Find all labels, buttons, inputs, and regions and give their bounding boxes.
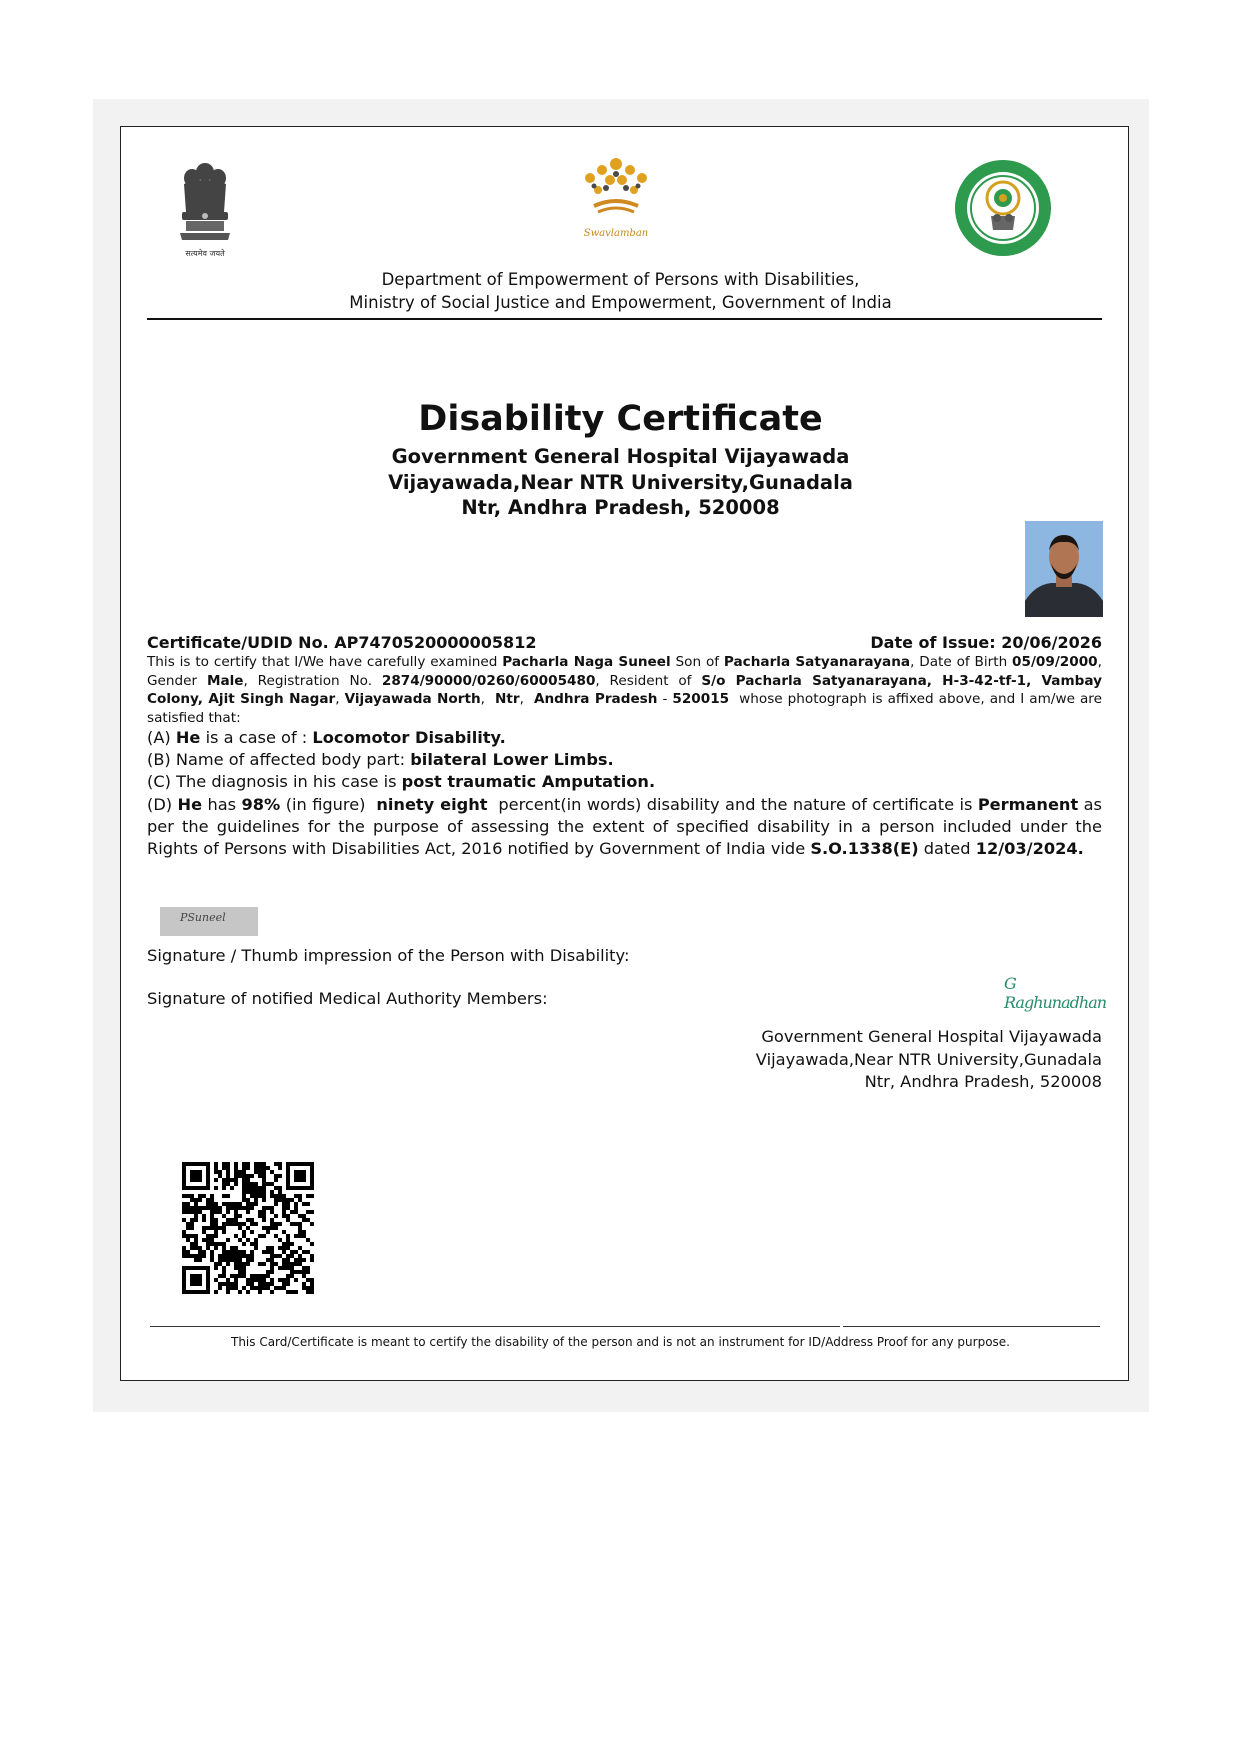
authority-line-1: Government General Hospital Vijayawada [761,1027,1102,1046]
page-title: Disability Certificate [418,399,823,439]
certificate-nature: Permanent [977,794,1079,814]
issue-date-label: Date of Issue: [870,633,996,652]
disability-type: Locomotor Disability. [312,728,506,747]
pronoun: He [175,728,201,747]
authority-signature-label: Signature of notified Medical Authority Members: [147,989,548,1008]
diagnosis: post traumatic Amputation. [401,772,656,792]
item-prefix: (A) [147,728,171,747]
authority-signature-image [1000,968,1107,1012]
hospital-line-3: Ntr, Andhra Pradesh, 520008 [461,496,780,519]
address-district: Ntr [495,691,520,707]
intro-text: Son of [675,654,720,670]
applicant-photo [1025,521,1103,617]
intro-text: , Registration No. [243,672,373,689]
item-text: is a case of : [205,728,308,747]
item-prefix: (D) [147,794,173,814]
intro-text: whose photograph is affixed above, and I am/we are satisfied that: [147,691,1102,726]
disability-percent-words: ninety eight [376,794,488,814]
intro-text: This is to certify that I/We have carefully examined [147,654,498,670]
andhra-pradesh-seal-icon [953,158,1053,258]
item-a [147,727,1102,749]
item-d [147,794,1102,861]
person-signature-image [160,907,258,936]
footer-disclaimer: This Card/Certificate is meant to certify the disability of the person and is not an instrument for ID/Address Proof for any purpose. [230,1335,1010,1349]
qr-code [182,1162,314,1294]
national-emblem-icon [170,158,240,258]
item-text: (in figure) [285,794,366,814]
father-name: Pacharla Satyanarayana [723,654,911,670]
item-text: has [207,794,237,814]
footer-divider-left [150,1326,840,1327]
intro-text: , Resident of [595,672,692,689]
udid-block [147,633,536,652]
address-state: Andhra Pradesh [533,691,658,707]
udid-number: AP7470520000005812 [334,633,537,652]
disability-details [147,727,1102,860]
address: S/o Pacharla Satyanarayana, H-3-42-tf-1, Vambay Colony, Ajit Singh Nagar [147,672,1102,707]
hospital-line-1: Government General Hospital Vijayawada [391,445,850,468]
footer-divider-right [843,1326,1100,1327]
authority-line-2: Vijayawada,Near NTR University,Gunadala [755,1049,1102,1069]
separator: , [335,691,340,707]
swavlamban-caption: Swavlamban [583,228,649,239]
gender: Male [206,672,244,689]
separator: , [519,691,524,707]
item-text: dated [923,839,971,859]
date-of-birth: 05/09/2000 [1012,654,1098,670]
pronoun: He [177,794,203,814]
item-c [147,771,1102,793]
separator: , [480,691,485,707]
certification-paragraph [147,653,1102,727]
certificate-id-row [147,633,1102,652]
issue-date: 20/06/2026 [1001,633,1102,652]
address-area: Vijayawada North [344,691,481,707]
authority-address [600,1026,1102,1094]
item-text: percent(in words) disability and the nature of certificate is [498,794,973,814]
header-divider [147,318,1102,320]
hospital-line-2: Vijayawada,Near NTR University,Gunadala [388,470,853,494]
issue-date-block [870,633,1102,652]
address-pin: 520015 [672,691,730,707]
dept-line-2: Ministry of Social Justice and Empowerment, Government of India [349,293,892,312]
disability-percent: 98% [241,794,281,814]
separator: - [662,691,668,707]
udid-label: Certificate/UDID No. [147,633,329,652]
notification-date: 12/03/2024. [975,839,1084,859]
registration-number: 2874/90000/0260/60005480 [381,672,596,689]
person-signature-text: PSuneel [180,911,226,924]
emblem-caption: सत्यमेव जयते [185,249,225,258]
swavlamban-logo-icon [566,154,666,244]
item-b [147,749,1102,771]
hospital-header [0,444,1241,521]
intro-text: , Date of Birth [910,654,1008,670]
authority-line-3: Ntr, Andhra Pradesh, 520008 [864,1072,1102,1091]
person-name: Pacharla Naga Suneel [502,654,671,670]
authority-signature-text: G Raghunadhan [1004,974,1107,1012]
intro-text: , Gender [147,654,1102,689]
affected-body-part: bilateral Lower Limbs. [410,750,614,770]
person-signature-label: Signature / Thumb impression of the Person with Disability: [147,946,630,965]
department-header [0,268,1241,314]
notification-number: S.O.1338(E) [810,839,919,859]
item-text: (B) Name of affected body part: [147,750,406,770]
dept-line-1: Department of Empowerment of Persons with Disabilities, [381,270,860,289]
item-text: (C) The diagnosis in his case is [147,772,397,792]
item-text: as per the guidelines for the purpose of assessing the extent of specified disability in a person included under the Rights of Persons with Disabilities Act, 2016 notified by Government of India vide [147,794,1102,859]
